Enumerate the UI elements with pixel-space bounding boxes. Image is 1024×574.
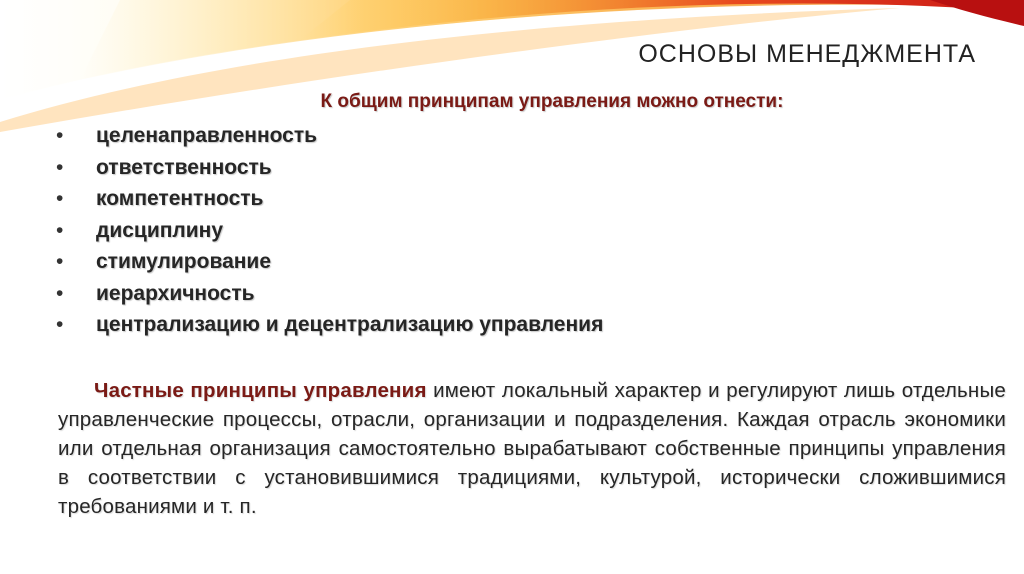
list-item [50,183,603,215]
list-item-text: ответственность [96,155,272,179]
bullet-icon: • [56,187,64,210]
list-item-text: целенаправленность [96,124,318,147]
decorative-swoosh [0,0,1024,140]
list-item-text: компетентность [96,187,264,210]
paragraph-text: имеют локальный характер и регулируют лишь отдельные управленческие процессы, отрасли, организации и подразделения. Каждая отрасль экономики или отдельная организация самостоятельно вырабатывают собственные принципы управления в соответствии с установившимися традициями, культурой, исторически сложившимися требованиями и т. п. [58,379,1006,518]
list-item-text: иерархичность [96,281,255,305]
list-item [50,120,603,152]
slide-title: ОСНОВЫ МЕНЕДЖМЕНТА [638,40,976,68]
list-item [50,246,603,278]
particular-principles-paragraph [58,376,1006,521]
list-item [50,152,603,184]
list-item [50,278,603,310]
bullet-icon: • [56,218,64,242]
principles-list [50,120,603,341]
paragraph-term: Частные принципы управления [94,379,427,402]
bullet-icon: • [56,250,64,273]
intro-heading [0,91,1024,113]
list-item-text: централизацию и децентрализацию управления [96,313,604,336]
list-item [50,215,603,247]
bullet-icon: • [56,281,64,305]
bullet-icon: • [56,124,64,147]
intro-text: К общим принципам управления можно отнести: [320,91,784,112]
list-item-text: стимулирование [96,250,272,273]
list-item [50,309,603,341]
bullet-icon: • [56,313,64,336]
list-item-text: дисциплину [96,218,224,242]
bullet-icon: • [56,155,64,179]
